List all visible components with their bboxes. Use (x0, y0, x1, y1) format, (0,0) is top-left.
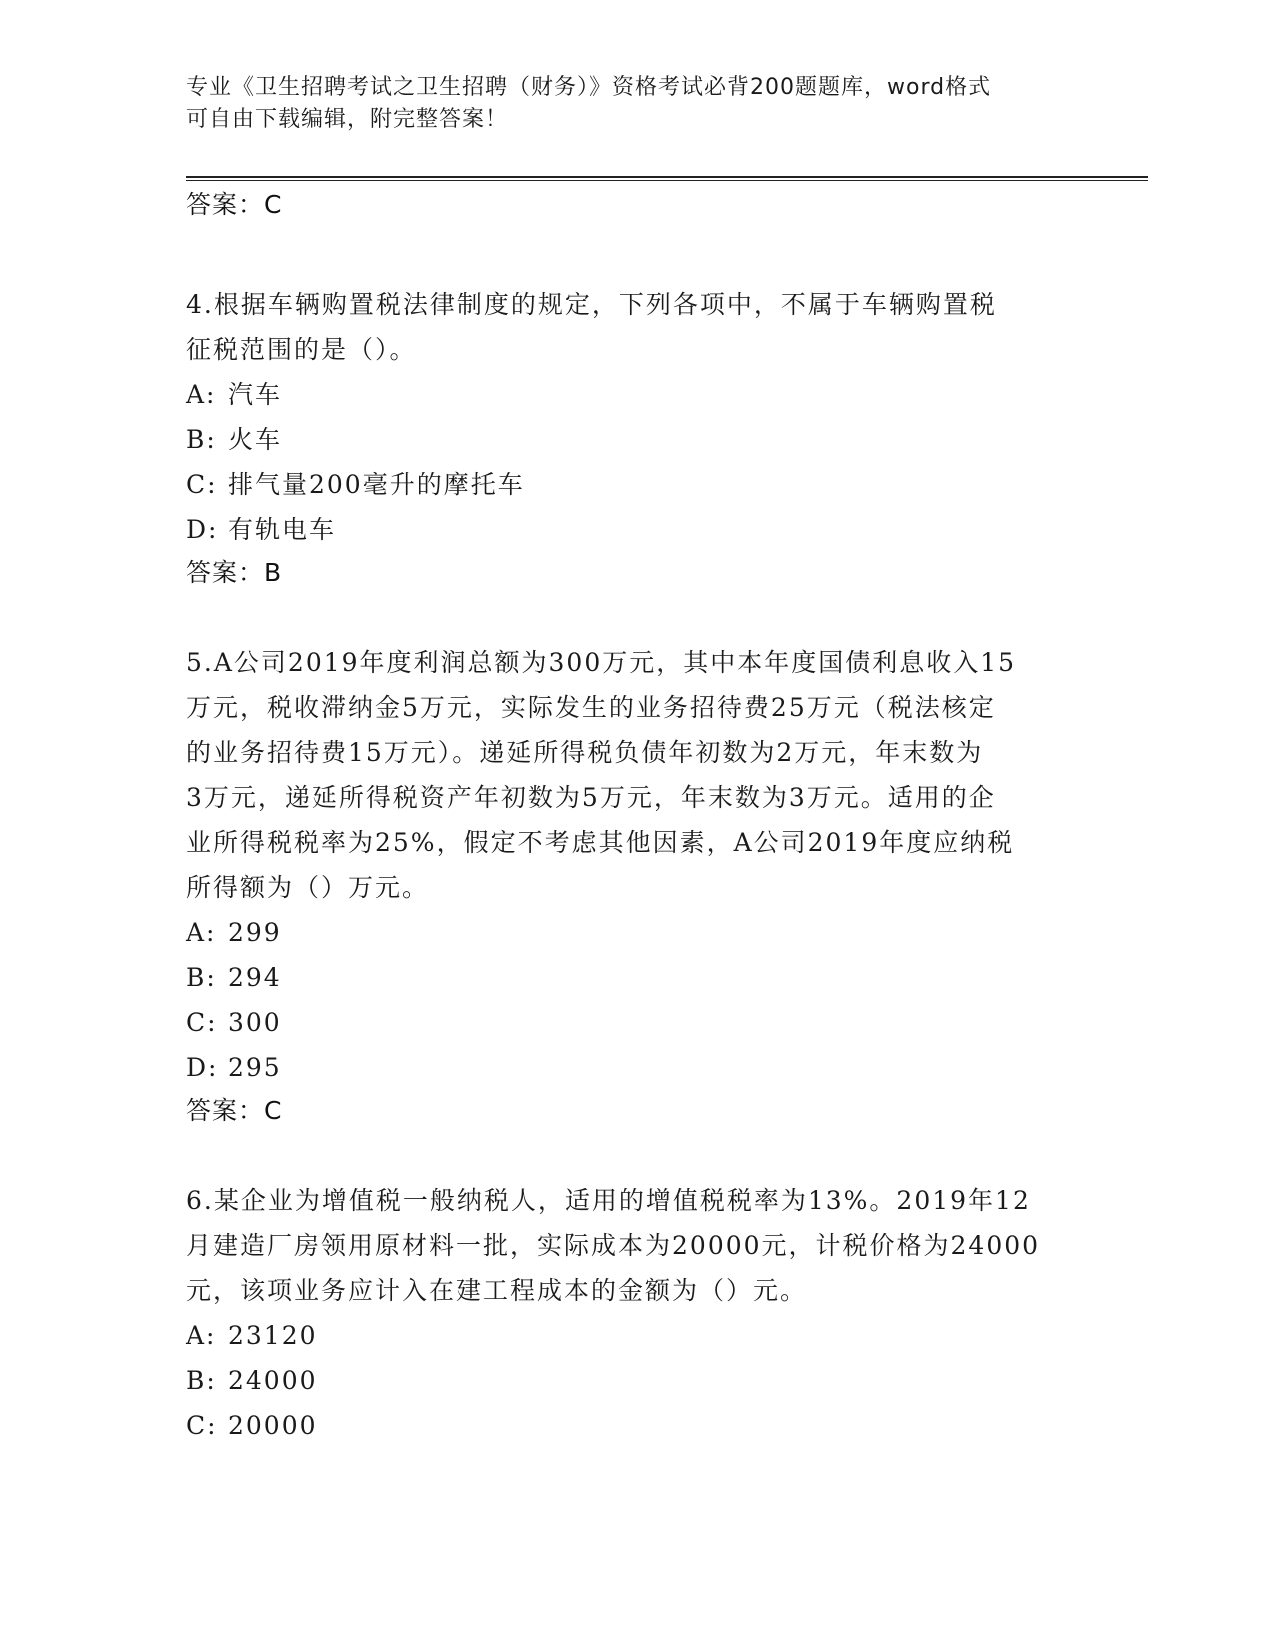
option-label: A: (186, 1321, 217, 1350)
question-5-line-4: 3万元，递延所得税资产年初数为5万元，年末数为3万元。适用的企 (186, 783, 996, 812)
question-4-option-a (186, 372, 1086, 417)
page-header (186, 72, 1086, 136)
question-5-line-6: 所得额为（）万元。 (186, 873, 430, 902)
question-6 (186, 1178, 1086, 1448)
option-label: C: (186, 1411, 218, 1440)
question-6-line-3: 元，该项业务应计入在建工程成本的金额为（）元。 (186, 1276, 808, 1305)
answer-previous: 答案：C (186, 190, 283, 219)
option-label: B: (186, 963, 217, 992)
header-line-1: 专业《卫生招聘考试之卫生招聘（财务）》资格考试必背200题题库，word格式 (186, 75, 992, 100)
question-5-option-b (186, 955, 1086, 1000)
option-text: 300 (228, 1008, 282, 1037)
header-divider (186, 176, 1148, 181)
question-6-option-b (186, 1358, 1086, 1403)
option-text: 23120 (228, 1321, 318, 1350)
option-text: 24000 (228, 1366, 318, 1395)
option-label: A: (186, 918, 217, 947)
header-line-2: 可自由下载编辑，附完整答案！ (186, 107, 509, 132)
question-5-line-3: 的业务招待费15万元）。递延所得税负债年初数为2万元，年末数为 (186, 738, 984, 767)
option-text: 火车 (228, 425, 283, 454)
question-6-line-1: 6.某企业为增值税一般纳税人，适用的增值税税率为13%。2019年12 (186, 1186, 1031, 1215)
document-body (186, 184, 1086, 1448)
option-text: 294 (228, 963, 282, 992)
question-4-answer: 答案：B (186, 558, 283, 587)
question-6-option-a (186, 1313, 1086, 1358)
option-label: D: (186, 1053, 219, 1082)
option-text: 排气量200毫升的摩托车 (228, 470, 525, 499)
question-5-answer: 答案：C (186, 1096, 283, 1125)
option-label: B: (186, 425, 217, 454)
question-4-option-c (186, 462, 1086, 507)
question-4 (186, 282, 1086, 602)
option-label: A: (186, 380, 217, 409)
question-4-option-d (186, 507, 1086, 552)
question-5-option-d (186, 1045, 1086, 1090)
option-label: B: (186, 1366, 217, 1395)
question-5 (186, 640, 1086, 1140)
option-text: 299 (228, 918, 282, 947)
question-5-option-a (186, 910, 1086, 955)
question-6-line-2: 月建造厂房领用原材料一批，实际成本为20000元，计税价格为24000 (186, 1231, 1041, 1260)
question-4-line-2: 征税范围的是（）。 (186, 335, 417, 364)
question-5-line-1: 5.A公司2019年度利润总额为300万元，其中本年度国债利息收入15 (186, 648, 1017, 677)
question-6-option-c (186, 1403, 1086, 1448)
option-label: C: (186, 1008, 218, 1037)
option-label: D: (186, 515, 219, 544)
question-5-line-2: 万元，税收滞纳金5万元，实际发生的业务招待费25万元（税法核定 (186, 693, 996, 722)
question-4-option-b (186, 417, 1086, 462)
question-5-line-5: 业所得税税率为25%，假定不考虑其他因素，A公司2019年度应纳税 (186, 828, 1015, 857)
option-text: 20000 (228, 1411, 318, 1440)
question-4-line-1: 4.根据车辆购置税法律制度的规定，下列各项中，不属于车辆购置税 (186, 290, 997, 319)
option-text: 有轨电车 (228, 515, 337, 544)
question-5-option-c (186, 1000, 1086, 1045)
option-label: C: (186, 470, 218, 499)
option-text: 汽车 (228, 380, 283, 409)
option-text: 295 (228, 1053, 282, 1082)
